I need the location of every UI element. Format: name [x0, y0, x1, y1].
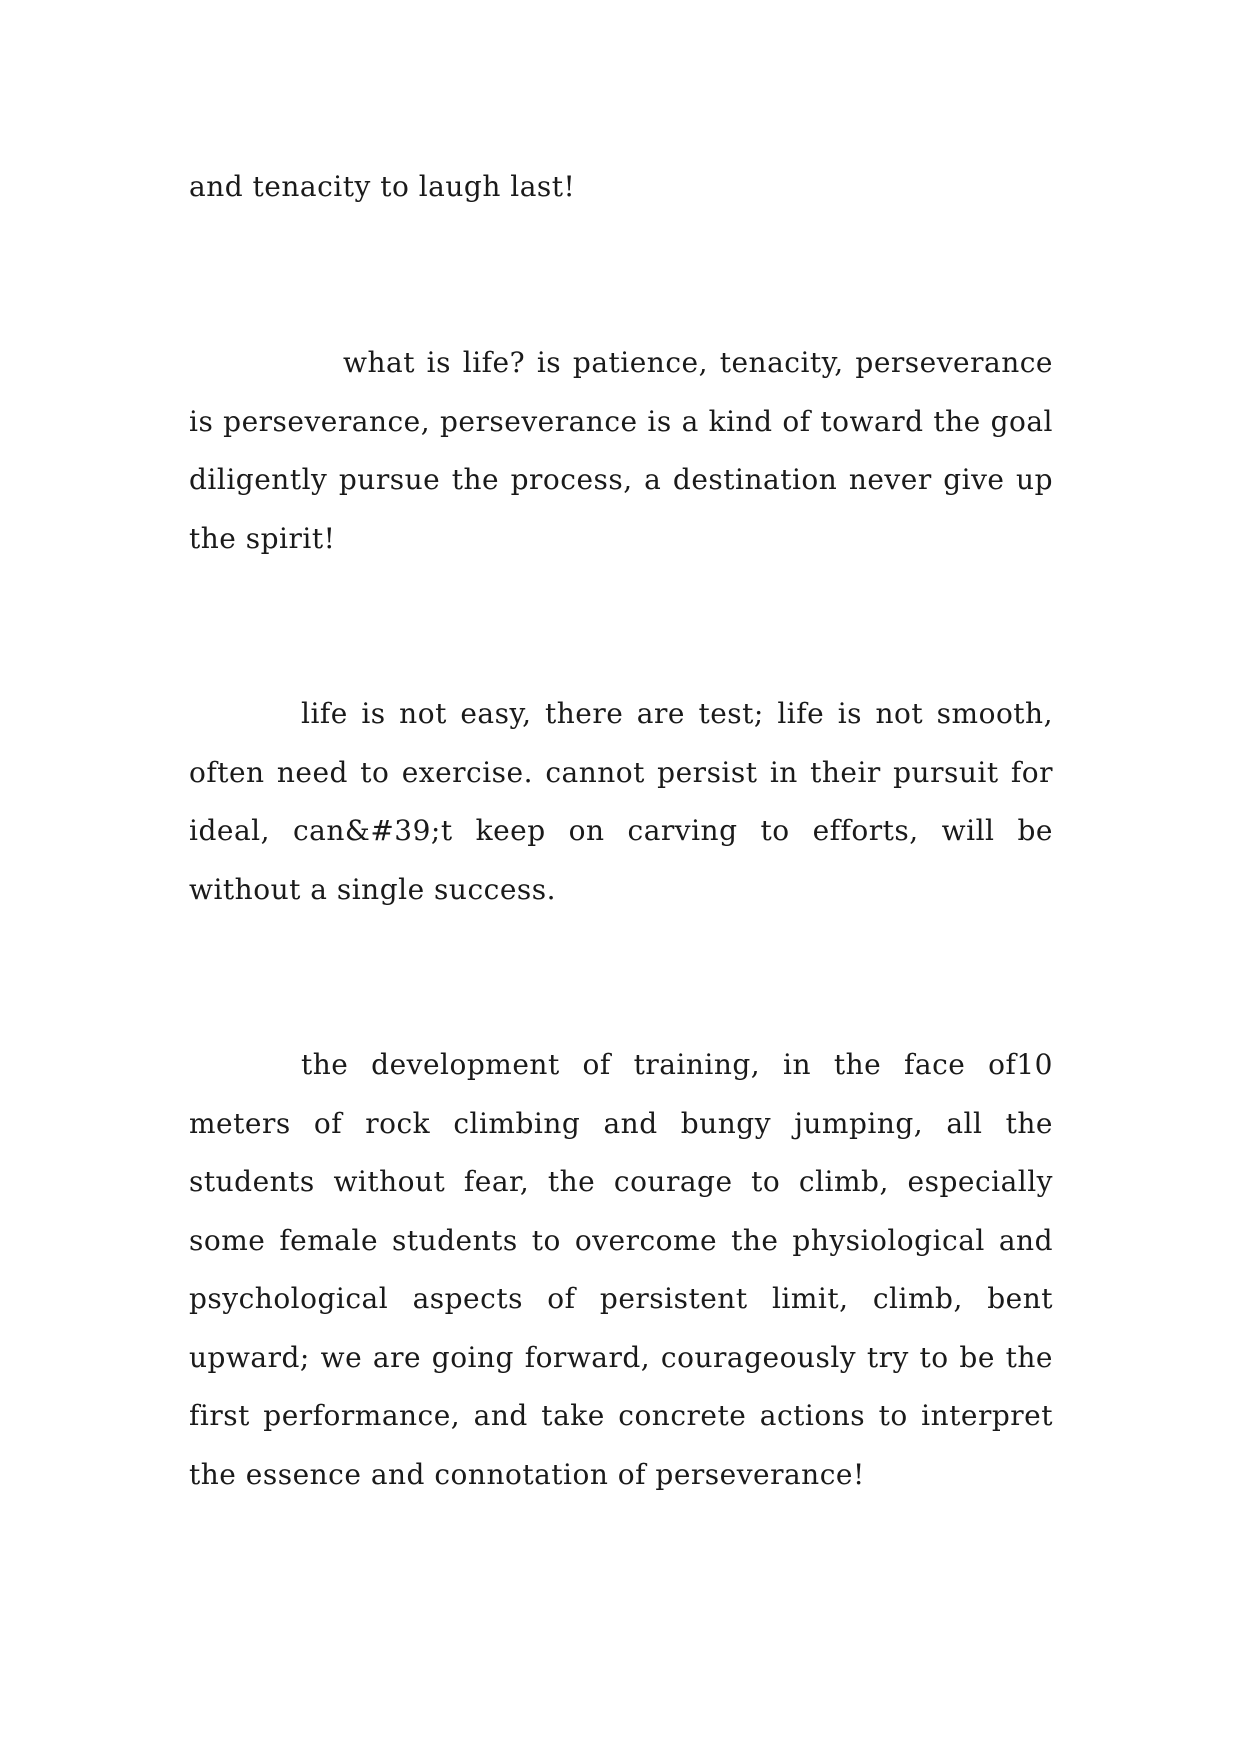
paragraph-4: the development of training, in the face of10 meters of rock climbing and bungy jumping, all the students without fear, the courage to climb, especially some female students to overcome the physiological and psychological aspects of persistent limit, climb, bent upward; we are going forward, courageously try to be the first performance, and take concrete actions to interpret the essence and connotation of perseverance!: [189, 1048, 1053, 1491]
paragraph-1: and tenacity to laugh last!: [189, 170, 576, 203]
paragraph-3: life is not easy, there are test; life is not smooth, often need to exercise. cannot persist in their pursuit for ideal, can&#39;t keep on carving to efforts, will be without a single success.: [189, 697, 1053, 906]
paragraph-2: what is life? is patience, tenacity, perseverance is perseverance, perseverance is a kind of toward the goal diligently pursue the process, a destination never give up the spirit!: [189, 346, 1053, 555]
